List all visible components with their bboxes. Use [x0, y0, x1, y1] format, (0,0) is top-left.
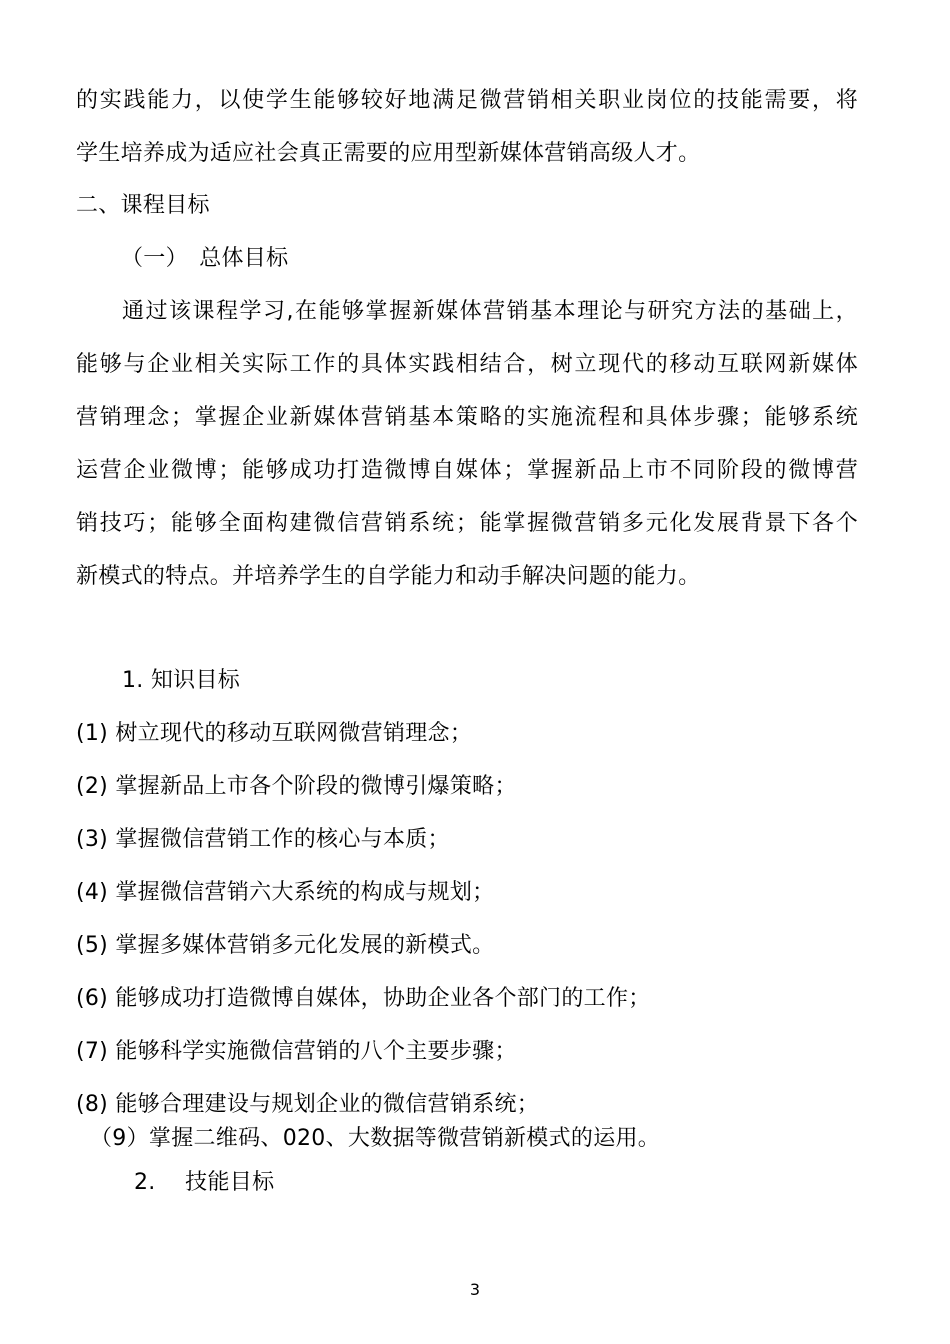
knowledge-item-8: (8) 能够合理建设与规划企业的微信营销系统；: [76, 1092, 540, 1117]
section-heading: 二、课程目标: [76, 193, 210, 218]
page-number: 3: [469, 1280, 481, 1299]
knowledge-heading: 1. 知识目标: [122, 668, 241, 693]
subsection-heading: （一） 总体目标: [121, 246, 289, 271]
skills-heading: 2. 技能目标: [134, 1170, 275, 1195]
paragraph-line-2: 能够与企业相关实际工作的具体实践相结合，树立现代的移动互联网新媒体: [76, 352, 858, 377]
knowledge-item-5: (5) 掌握多媒体营销多元化发展的新模式。: [76, 933, 495, 958]
paragraph-line-5: 销技巧；能够全面构建微信营销系统；能掌握微营销多元化发展背景下各个: [76, 511, 858, 536]
knowledge-item-1: (1) 树立现代的移动互联网微营销理念；: [76, 721, 473, 746]
knowledge-item-2: (2) 掌握新品上市各个阶段的微博引爆策略；: [76, 774, 517, 799]
paragraph-line-4: 运营企业微博；能够成功打造微博自媒体；掌握新品上市不同阶段的微博营: [76, 458, 858, 483]
paragraph-line-1: 通过该课程学习,在能够掌握新媒体营销基本理论与研究方法的基础上，: [122, 299, 858, 324]
knowledge-item-9: （9）掌握二维码、020、大数据等微营销新模式的运用。: [90, 1126, 661, 1151]
paragraph-line-3: 营销理念；掌握企业新媒体营销基本策略的实施流程和具体步骤；能够系统: [76, 405, 858, 430]
intro-line-2: 学生培养成为适应社会真正需要的应用型新媒体营销高级人才。: [76, 141, 701, 166]
knowledge-item-4: (4) 掌握微信营销六大系统的构成与规划；: [76, 880, 495, 905]
knowledge-item-6: (6) 能够成功打造微博自媒体，协助企业各个部门的工作；: [76, 986, 651, 1011]
knowledge-item-3: (3) 掌握微信营销工作的核心与本质；: [76, 827, 450, 852]
paragraph-line-6: 新模式的特点。并培养学生的自学能力和动手解决问题的能力。: [76, 564, 701, 589]
intro-line-1: 的实践能力，以使学生能够较好地满足微营销相关职业岗位的技能需要，将: [76, 88, 858, 113]
knowledge-item-7: (7) 能够科学实施微信营销的八个主要步骤；: [76, 1039, 517, 1064]
